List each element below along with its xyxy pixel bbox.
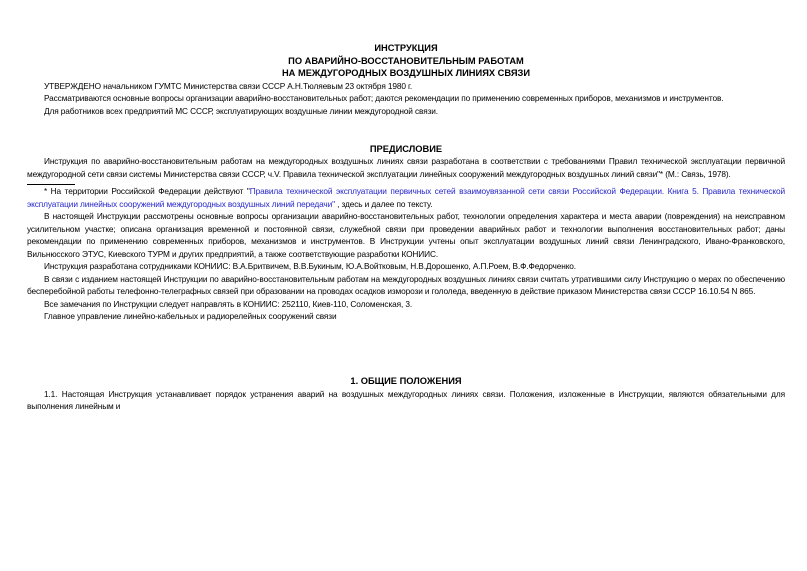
document-title (27, 42, 785, 80)
abstract-paragraph: Рассматриваются основные вопросы организации аварийно-восстановительных работ; даются рекомендации по применению современных приборов, механизмов и инструментов. (44, 93, 724, 103)
audience-paragraph: Для работников всех предприятий МС СССР, эксплуатирующих воздушные линии междугородной связи. (44, 105, 438, 116)
footnote-tail-text: , здесь и далее по тексту. (334, 198, 433, 209)
title-line-2: ПО АВАРИЙНО-ВОССТАНОВИТЕЛЬНЫМ РАБОТАМ (288, 55, 524, 66)
title-line-1: ИНСТРУКЦИЯ (374, 43, 438, 53)
department-paragraph: Главное управление линейно-кабельных и радиорелейных сооружений связи (44, 311, 337, 321)
preface-intro-paragraph: Инструкция по аварийно-восстановительным работам на междугородных воздушных линиях связи разработана в соответствии с требованиями Правил технической эксплуатации первичной междугородной сети связи системы Министерства связи СССР, ч.V. Правила технической эксплуатации линейных сооружений междугородных воздушных линий связи"* (М.: Связь, 1978). (27, 156, 785, 179)
scope-paragraph: В настоящей Инструкции рассмотрены основные вопросы организации аварийно-восстановительных работ, технологии определения характера и места аварии (повреждения) на неисправном усилительном участке; описана организация временной и постоянной связи, служебной связи при проведении аварийных работ и технологии выполнения восстановительных работ; даны рекомендации по применению современных приборов, механизмов и инструментов. В Инструкции учтены опыт эксплуатации воздушных линий связи Ленинградского, Ивано-Франковского, Вильнюсского ЭТУС, Киевского ТУРМ и других предприятий, а также соответствующие разработки КОНИИС. (27, 211, 785, 259)
approval-paragraph: УТВЕРЖДЕНО начальником ГУМТС Министерства связи СССР А.Н.Тюляевым 23 октября 1980 г. (44, 80, 413, 91)
clause-1-1-paragraph: 1.1. Настоящая Инструкция устанавливает порядок устранения аварий на воздушных междугородных линиях связи. Положения, изложенные в Инструкции, являются обязательными для выполнения линейным и (27, 388, 785, 411)
feedback-paragraph: Все замечания по Инструкции следует направлять в КОНИИС: 252110, Киев-110, Соломенская, 3. (44, 298, 413, 309)
title-line-3: НА МЕЖДУГОРОДНЫХ ВОЗДУШНЫХ ЛИНИЯХ СВЯЗИ (281, 68, 531, 78)
authors-paragraph: Инструкция разработана сотрудниками КОНИИС: В.А.Бритвичем, В.В.Букиным, Ю.А.Войтковым, Н.В.Дорошенко, А.П.Роем, В.Ф.Федорченко. (44, 261, 576, 271)
supersedes-paragraph: В связи с изданием настоящей Инструкции по аварийно-восстановительным работам на междугородных воздушных линиях связи считать утратившими силу Инструкцию о мерах по обеспечению бесперебойной работы телефонно-телеграфных связей при образовании на проводах осадков изморози и гололеда, введенную в действие приказом Министерства связи СССР 16.10.54 N 865. (27, 273, 785, 296)
footnote-regulations-link[interactable]: Правила технической эксплуатации первичных сетей взаимоувязанной сети связи Российской Федерации. Книга 5. Правила технической эксплуатации линейных сооружений междугородных воздушных линий передачи" (27, 186, 785, 209)
section1-heading: 1. ОБЩИЕ ПОЛОЖЕНИЯ (350, 376, 462, 386)
preface-heading: ПРЕДИСЛОВИЕ (369, 143, 443, 154)
footnote-marker-text: * На территории Российской Федерации действуют " (44, 186, 250, 196)
footnote-paragraph (27, 185, 785, 210)
